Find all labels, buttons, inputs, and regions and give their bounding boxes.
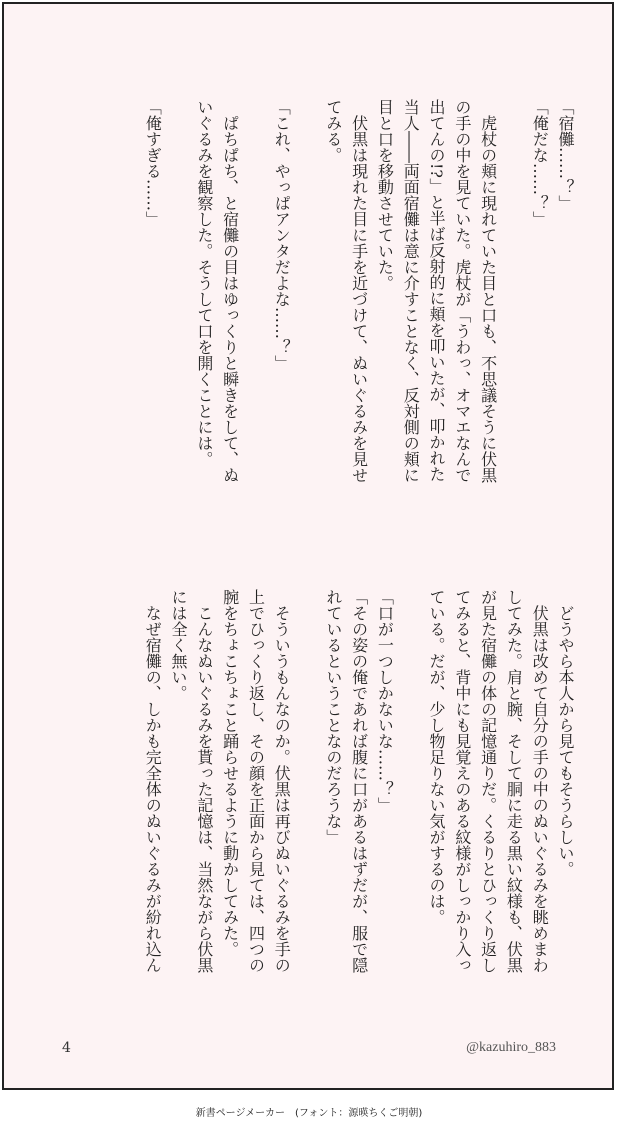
text-line: 「俺だな……？」 xyxy=(530,99,550,227)
text-line: 虎杖の頬に現れていた目と口も、不思議そうに伏黒 xyxy=(478,99,498,483)
text-line: なぜ宿儺の、しかも完全体のぬいぐるみが紛れ込ん xyxy=(143,589,163,973)
generator-caption: 新書ページメーカー (フォント：源暎ちくご明朝) xyxy=(195,1108,423,1119)
text-line: 伏黒は改めて自分の手の中のぬいぐるみを眺めまわ xyxy=(530,589,550,973)
text-line: が見た宿儺の体の記憶通りだ。くるりとひっくり返し xyxy=(478,589,498,973)
text-line: 伏黒は現れた目に手を近づけて、ぬいぐるみを見せ xyxy=(349,99,369,483)
text-line: 当人――両面宿儺は意に介すことなく、反対側の頬に xyxy=(401,99,421,483)
text-line: 「宿儺……？」 xyxy=(556,99,575,211)
text-line: てみると、背中にも見覚えのある紋様がしっかり入っ xyxy=(452,589,472,973)
text-line: 「俺すぎる……」 xyxy=(143,99,163,227)
text-line xyxy=(294,589,320,1029)
text-line: してみた。肩と腕、そして胴に走る黒い紋様も、伏黒 xyxy=(504,589,524,973)
text-line: 腕をちょこちょこと踊らせるように動かしてみた。 xyxy=(220,589,240,957)
text-line xyxy=(165,99,191,539)
text-line: そういうもんなのか。伏黒は再びぬいぐるみを手の xyxy=(272,589,292,973)
author-handle: @kazuhiro_883 xyxy=(466,1040,556,1055)
text-line: 目と口を移動させていた。 xyxy=(375,99,395,291)
text-line: ている。だが、少し物足りない気がするのは。 xyxy=(427,589,447,925)
text-line xyxy=(501,99,527,539)
text-line xyxy=(397,589,423,1029)
text-line: どうやら本人から見てもそうらしい。 xyxy=(556,589,575,877)
text-line: の手の中を見ていた。虎杖が「うわっ、オマエなんで xyxy=(452,99,472,483)
text-line: には全く無い。 xyxy=(169,589,189,701)
text-line: 「これ、やっぱアンタだよな……？」 xyxy=(272,99,292,371)
text-line: てみる。 xyxy=(323,99,343,163)
text-line: いぐるみを観察した。そうして口を開くことには。 xyxy=(194,99,214,467)
novel-page xyxy=(2,2,614,1090)
text-line: 上でひっくり返し、その顔を正面から見ては、四つの xyxy=(246,589,266,973)
lower-text-column xyxy=(44,589,578,1029)
text-line: こんなぬいぐるみを貰った記憶は、当然ながら伏黒 xyxy=(194,589,214,973)
text-line: れているということなのだろうな」 xyxy=(323,589,343,845)
text-line: 「口が一つしかないな……？」 xyxy=(375,589,395,813)
text-line xyxy=(243,99,269,539)
page-number: 4 xyxy=(62,1040,71,1056)
text-line: ぱちぱち、と宿儺の目はゆっくりと瞬きをして、ぬ xyxy=(220,99,240,483)
text-line: 出てんの!?」と半ば反射的に頬を叩いたが、叩かれた xyxy=(427,99,447,483)
upper-text-column xyxy=(44,99,578,539)
text-line: 「その姿の俺であれば腹に口があるはずだが、服で隠 xyxy=(349,589,369,973)
text-line xyxy=(294,99,320,539)
